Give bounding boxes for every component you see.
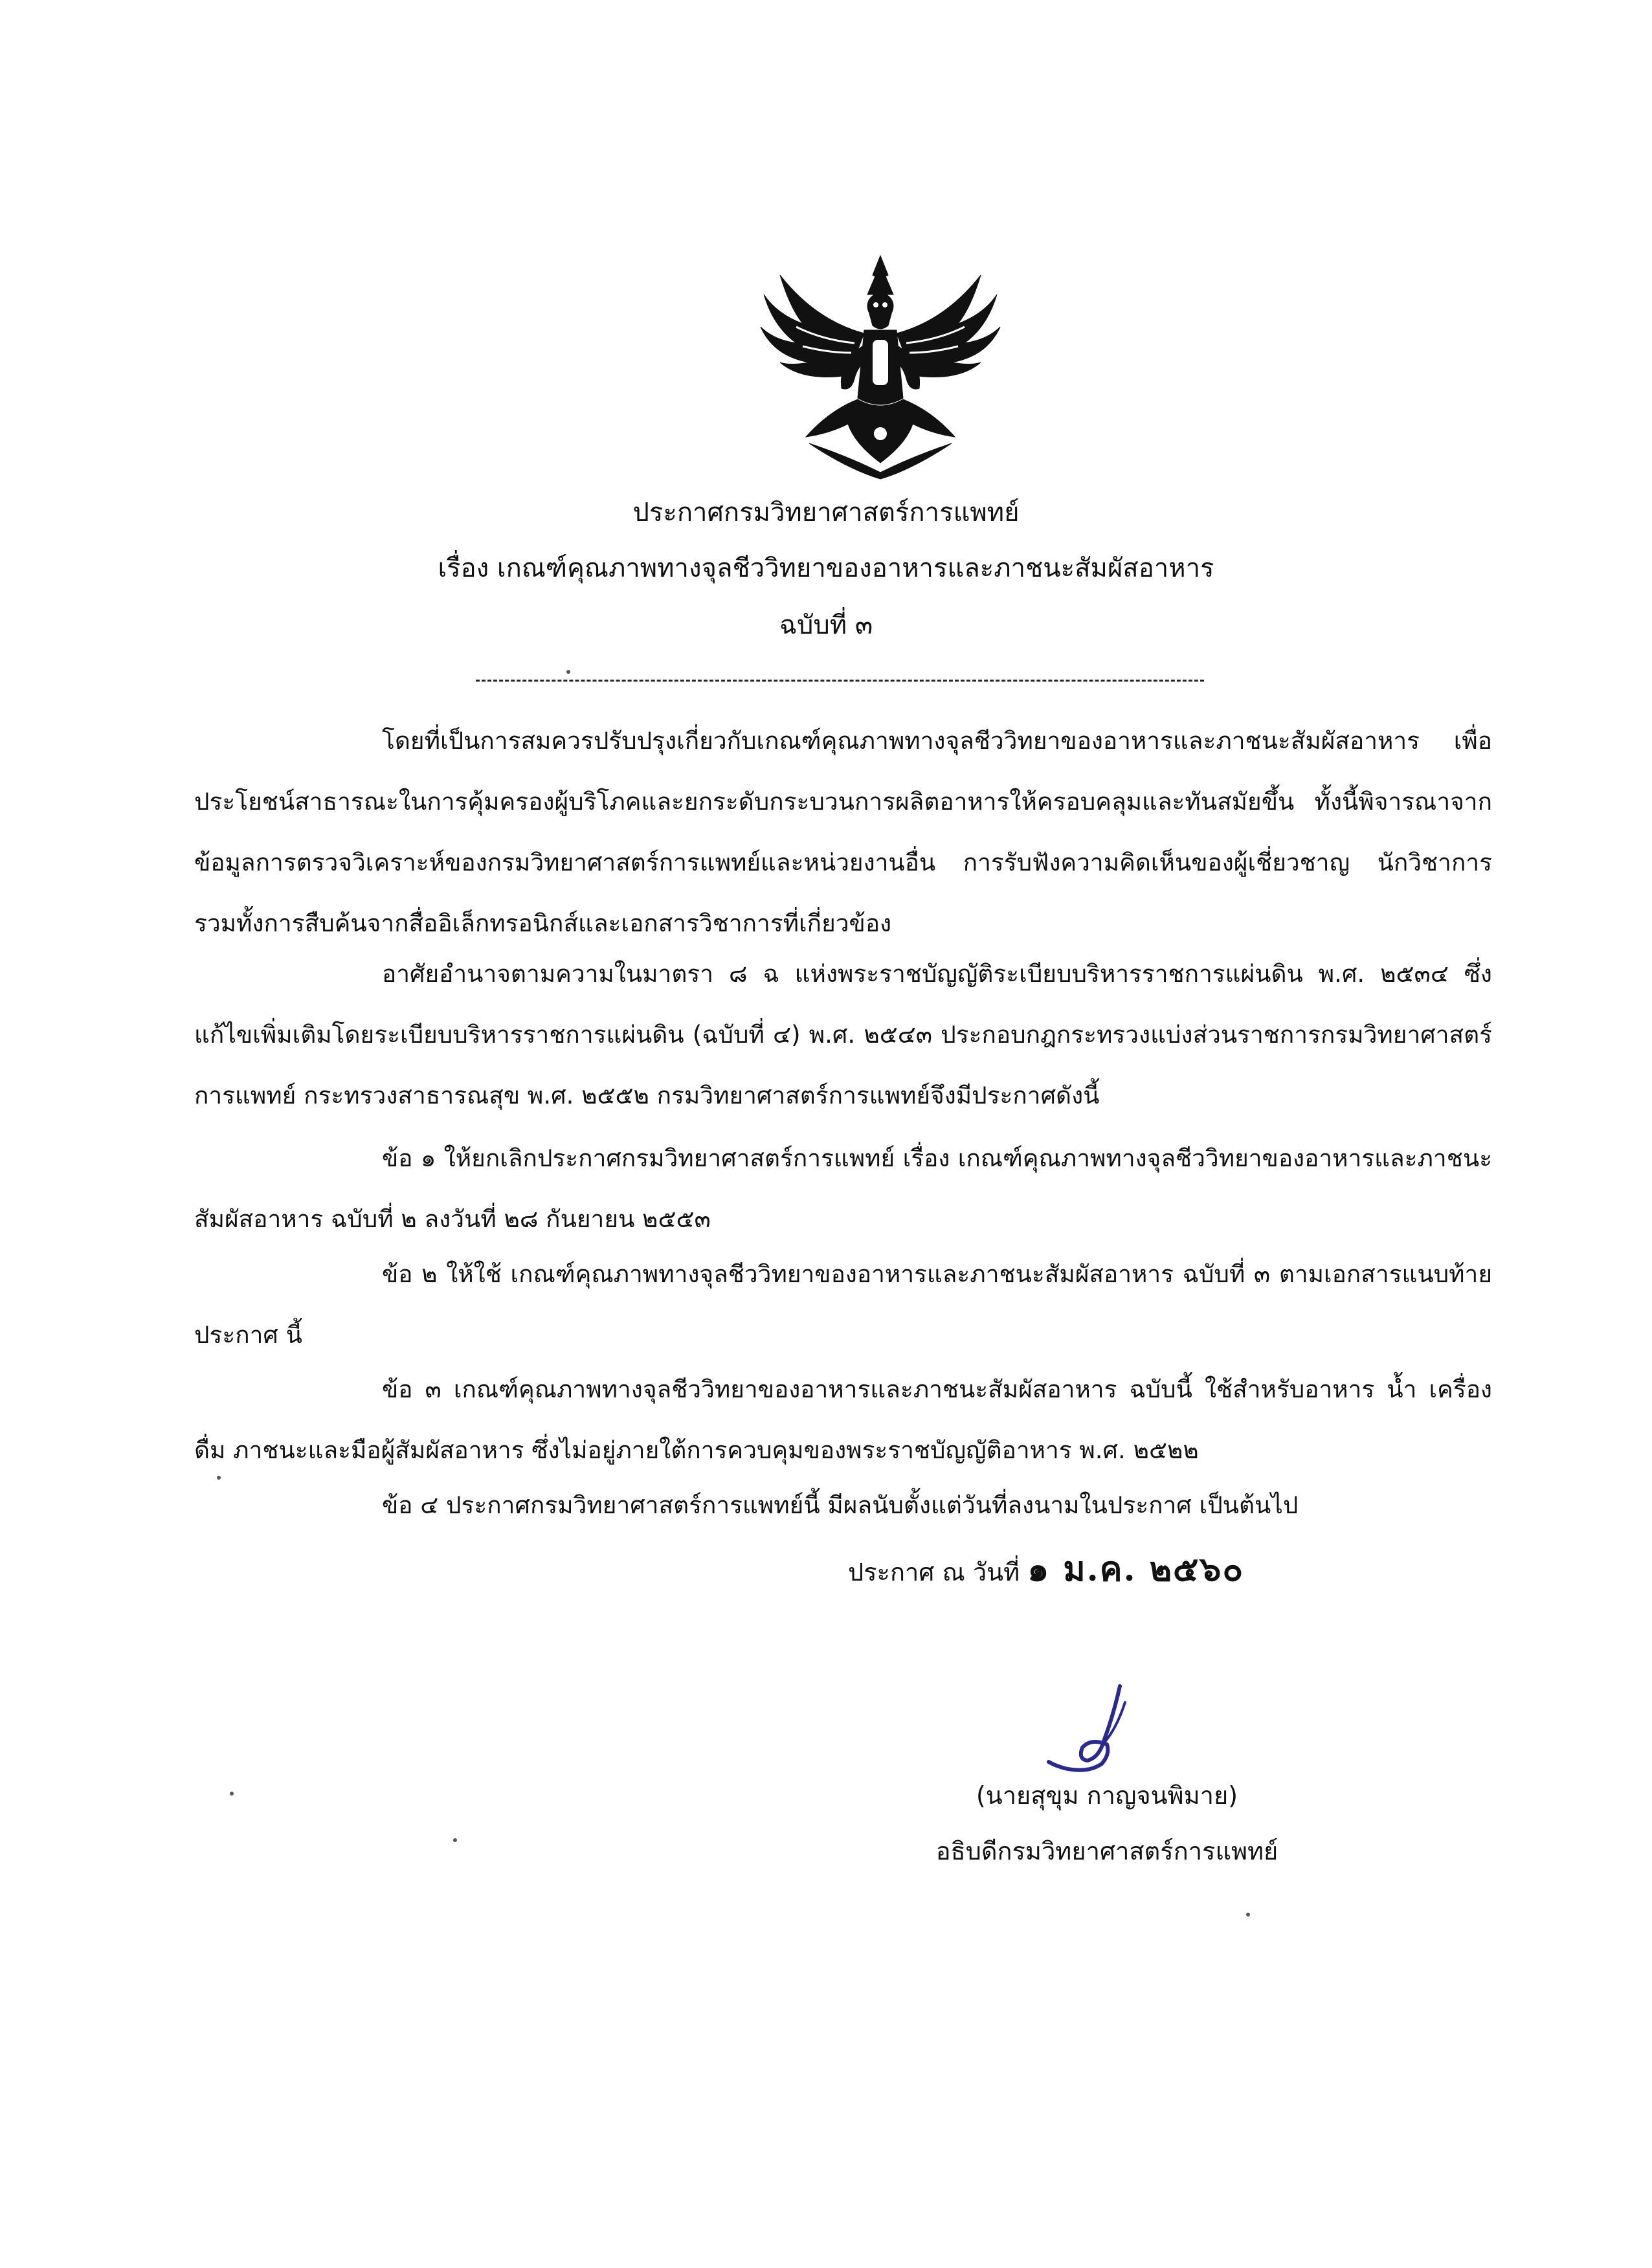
body-paragraph — [194, 711, 1492, 954]
garuda-emblem-icon — [719, 249, 1042, 482]
clause-2-text: ข้อ ๒ ให้ใช้ เกณฑ์คุณภาพทางจุลชีววิทยาของอาหารและภาชนะสัมผัสอาหาร ฉบับที่ ๓ ตามเอกสารแนบท้ายประกาศ นี้ — [194, 1260, 1492, 1349]
dateline-label: ประกาศ ณ วันที่ — [848, 1558, 1020, 1586]
signatory-position: อธิบดีกรมวิทยาศาสตร์การแพทย์ — [935, 1837, 1278, 1865]
announcement-title: ประกาศกรมวิทยาศาสตร์การแพทย์ — [632, 498, 1020, 528]
body-paragraph — [194, 1359, 1492, 1481]
clause-4-text: ข้อ ๔ ประกาศกรมวิทยาศาสตร์การแพทย์นี้ มีผลนับตั้งแต่วันที่ลงนามในประกาศ เป็นต้นไป — [382, 1491, 1299, 1519]
body-paragraph — [194, 1475, 1492, 1536]
clause-1-text: ข้อ ๑ ให้ยกเลิกประกาศกรมวิทยาศาสตร์การแพทย์ เรื่อง เกณฑ์คุณภาพทางจุลชีววิทยาของอาหารและภาชนะสัมผัสอาหาร ฉบับที่ ๒ ลงวันที่ ๒๘ กันยายน ๒๕๕๓ — [194, 1144, 1492, 1233]
clause-3-text: ข้อ ๓ เกณฑ์คุณภาพทางจุลชีววิทยาของอาหารและภาชนะสัมผัสอาหาร ฉบับนี้ ใช้สำหรับอาหาร น้ำ เครื่องดื่ม ภาชนะและมือผู้สัมผัสอาหาร ซึ่งไม่อยู่ภายใต้การควบคุมของพระราชบัญญัติอาหาร พ.ศ. ๒๕๒๒ — [194, 1375, 1492, 1464]
scan-speck — [453, 1838, 457, 1842]
signatory-name: (นายสุขุม กาญจนพิมาย) — [976, 1781, 1238, 1810]
dateline — [848, 1550, 1244, 1592]
body-paragraph — [194, 1244, 1492, 1366]
scan-speck — [230, 1792, 234, 1796]
scan-speck — [217, 1476, 221, 1480]
signature-icon — [1042, 1683, 1152, 1780]
authority-text: อาศัยอำนาจตามความในมาตรา ๘ ฉ แห่งพระราชบัญญัติระเบียบบริหารราชการแผ่นดิน พ.ศ. ๒๕๓๔ ซึ่งแก้ไขเพิ่มเติมโดยระเบียบบริหารราชการแผ่นดิน (ฉบับที่ ๔) พ.ศ. ๒๕๔๓ ประกอบกฎกระทรวงแบ่งส่วนราชการกรมวิทยาศาสตร์การแพทย์ กระทรวงสาธารณสุข พ.ศ. ๒๕๕๒ กรมวิทยาศาสตร์การแพทย์จึงมีประกาศดังนี้ — [194, 960, 1492, 1109]
dateline-date: ๑ ม.ค. ๒๕๖๐ — [1027, 1550, 1245, 1589]
body-paragraph — [194, 944, 1492, 1126]
scan-speck — [566, 670, 570, 674]
announcement-subject: เรื่อง เกณฑ์คุณภาพทางจุลชีววิทยาของอาหารและภาชนะสัมผัสอาหาร — [438, 553, 1214, 583]
body-paragraph — [194, 1128, 1492, 1250]
preamble-text: โดยที่เป็นการสมควรปรับปรุงเกี่ยวกับเกณฑ์คุณภาพทางจุลชีววิทยาของอาหารและภาชนะสัมผัสอาหาร เพื่อประโยชน์สาธารณะในการคุ้มครองผู้บริโภคและยกระดับกระบวนการผลิตอาหารให้ครอบคลุมและทันสมัยขึ้น ทั้งนี้พิจารณาจากข้อมูลการตรวจวิเคราะห์ของกรมวิทยาศาสตร์การแพทย์และหน่วยงานอื่น การรับฟังความคิดเห็นของผู้เชี่ยวชาญ นักวิชาการ รวมทั้งการสืบค้นจากสื่ออิเล็กทรอนิกส์และเอกสารวิชาการที่เกี่ยวข้อง — [194, 727, 1492, 937]
scan-speck — [1246, 1913, 1250, 1917]
announcement-edition: ฉบับที่ ๓ — [779, 610, 873, 640]
title-divider — [476, 680, 1204, 682]
